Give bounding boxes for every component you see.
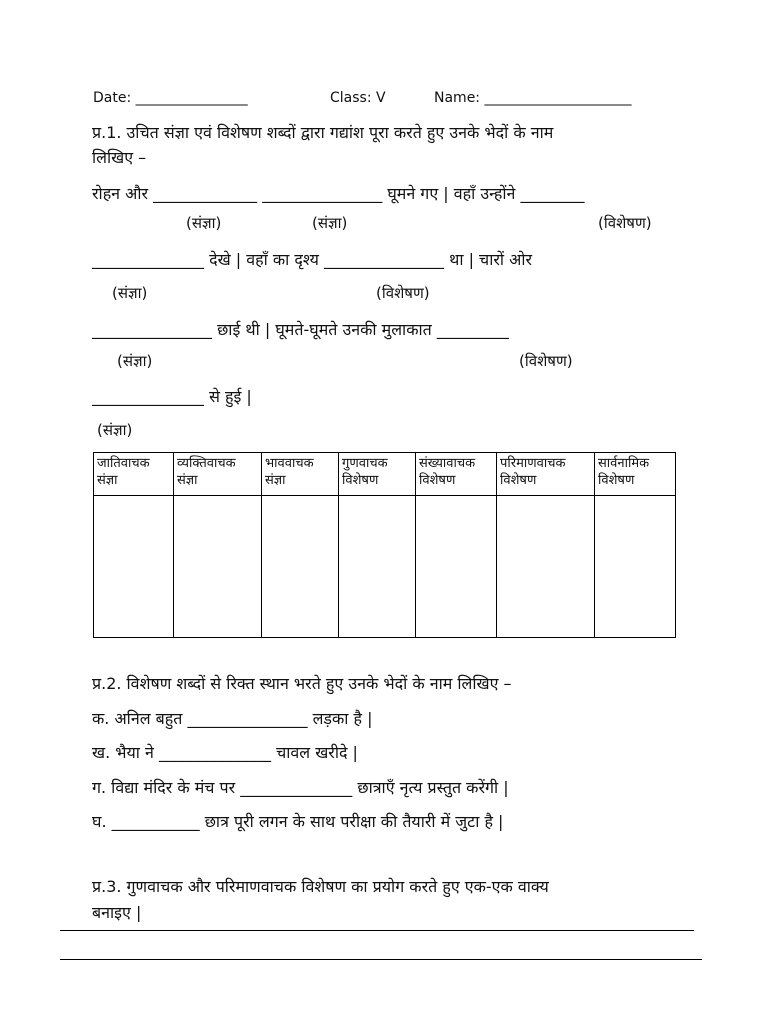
name-field: Name: _____________________ bbox=[434, 90, 632, 106]
col-header-qualitative-adjective: गुणवाचक विशेषण bbox=[339, 453, 416, 496]
answer-cell[interactable] bbox=[174, 496, 262, 638]
date-field: Date: ________________ bbox=[93, 90, 248, 106]
answer-cell[interactable] bbox=[416, 496, 497, 638]
col-header-pronominal-adjective: सार्वनामिक विशेषण bbox=[595, 453, 676, 496]
table-header-row bbox=[94, 453, 676, 496]
q1-title-line1: प्र.1. उचित संज्ञा एवं विशेषण शब्दों द्वारा गद्यांश पूरा करते हुए उनके भेदों के नाम bbox=[92, 123, 554, 142]
answer-cell[interactable] bbox=[94, 496, 174, 638]
q2-item-a: क. अनिल बहुत _______________ लड़का है | bbox=[92, 709, 373, 728]
col-header-proper-noun: व्यक्तिवाचक संज्ञा bbox=[174, 453, 262, 496]
answer-cell[interactable] bbox=[262, 496, 339, 638]
answer-line bbox=[60, 959, 702, 960]
q1-title-line2: लिखिए – bbox=[92, 148, 147, 167]
hint-adjective: (विशेषण) bbox=[598, 214, 652, 232]
col-header-common-noun: जातिवाचक संज्ञा bbox=[94, 453, 174, 496]
classification-table bbox=[93, 452, 676, 638]
answer-cell[interactable] bbox=[595, 496, 676, 638]
hint-noun: (संज्ञा) bbox=[112, 284, 148, 302]
q2-item-c: ग. विद्या मंदिर के मंच पर ______________ छात्राएँ नृत्य प्रस्तुत करेंगी | bbox=[92, 778, 509, 797]
hint-noun: (संज्ञा) bbox=[312, 214, 348, 232]
answer-cell[interactable] bbox=[339, 496, 416, 638]
q3-title-line1: प्र.3. गुणवाचक और परिमाणवाचक विशेषण का प्रयोग करते हुए एक-एक वाक्य bbox=[92, 877, 549, 896]
answer-cell[interactable] bbox=[497, 496, 595, 638]
col-header-numeral-adjective: संख्यावाचक विशेषण bbox=[416, 453, 497, 496]
hint-adjective: (विशेषण) bbox=[519, 352, 573, 370]
col-header-quantitative-adjective: परिमाणवाचक विशेषण bbox=[497, 453, 595, 496]
hint-noun: (संज्ञा) bbox=[97, 421, 133, 439]
q1-line2: ______________ देखे | वहाँ का दृश्य _______________ था | चारों ओर bbox=[92, 250, 533, 269]
q1-line4: ______________ से हुई | bbox=[92, 387, 252, 406]
answer-line bbox=[60, 930, 694, 931]
q1-line1: रोहन और _____________ _______________ घूमने गए | वहाँ उन्होंने ________ bbox=[92, 184, 585, 203]
q2-item-b: ख. भैया ने ______________ चावल खरीदे | bbox=[92, 743, 358, 762]
table-answer-row bbox=[94, 496, 676, 638]
col-header-abstract-noun: भाववाचक संज्ञा bbox=[262, 453, 339, 496]
hint-adjective: (विशेषण) bbox=[376, 284, 430, 302]
q1-line3: _______________ छाई थी | घूमते-घूमते उनकी मुलाकात _________ bbox=[92, 320, 509, 339]
q2-title: प्र.2. विशेषण शब्दों से रिक्त स्थान भरते हुए उनके भेदों के नाम लिखिए – bbox=[92, 674, 512, 693]
hint-noun: (संज्ञा) bbox=[186, 214, 222, 232]
q2-item-d: घ. ___________ छात्र पूरी लगन के साथ परीक्षा की तैयारी में जुटा है | bbox=[92, 812, 504, 831]
class-label: Class: V bbox=[330, 90, 386, 106]
hint-noun: (संज्ञा) bbox=[117, 352, 153, 370]
q3-title-line2: बनाइए | bbox=[92, 903, 142, 922]
